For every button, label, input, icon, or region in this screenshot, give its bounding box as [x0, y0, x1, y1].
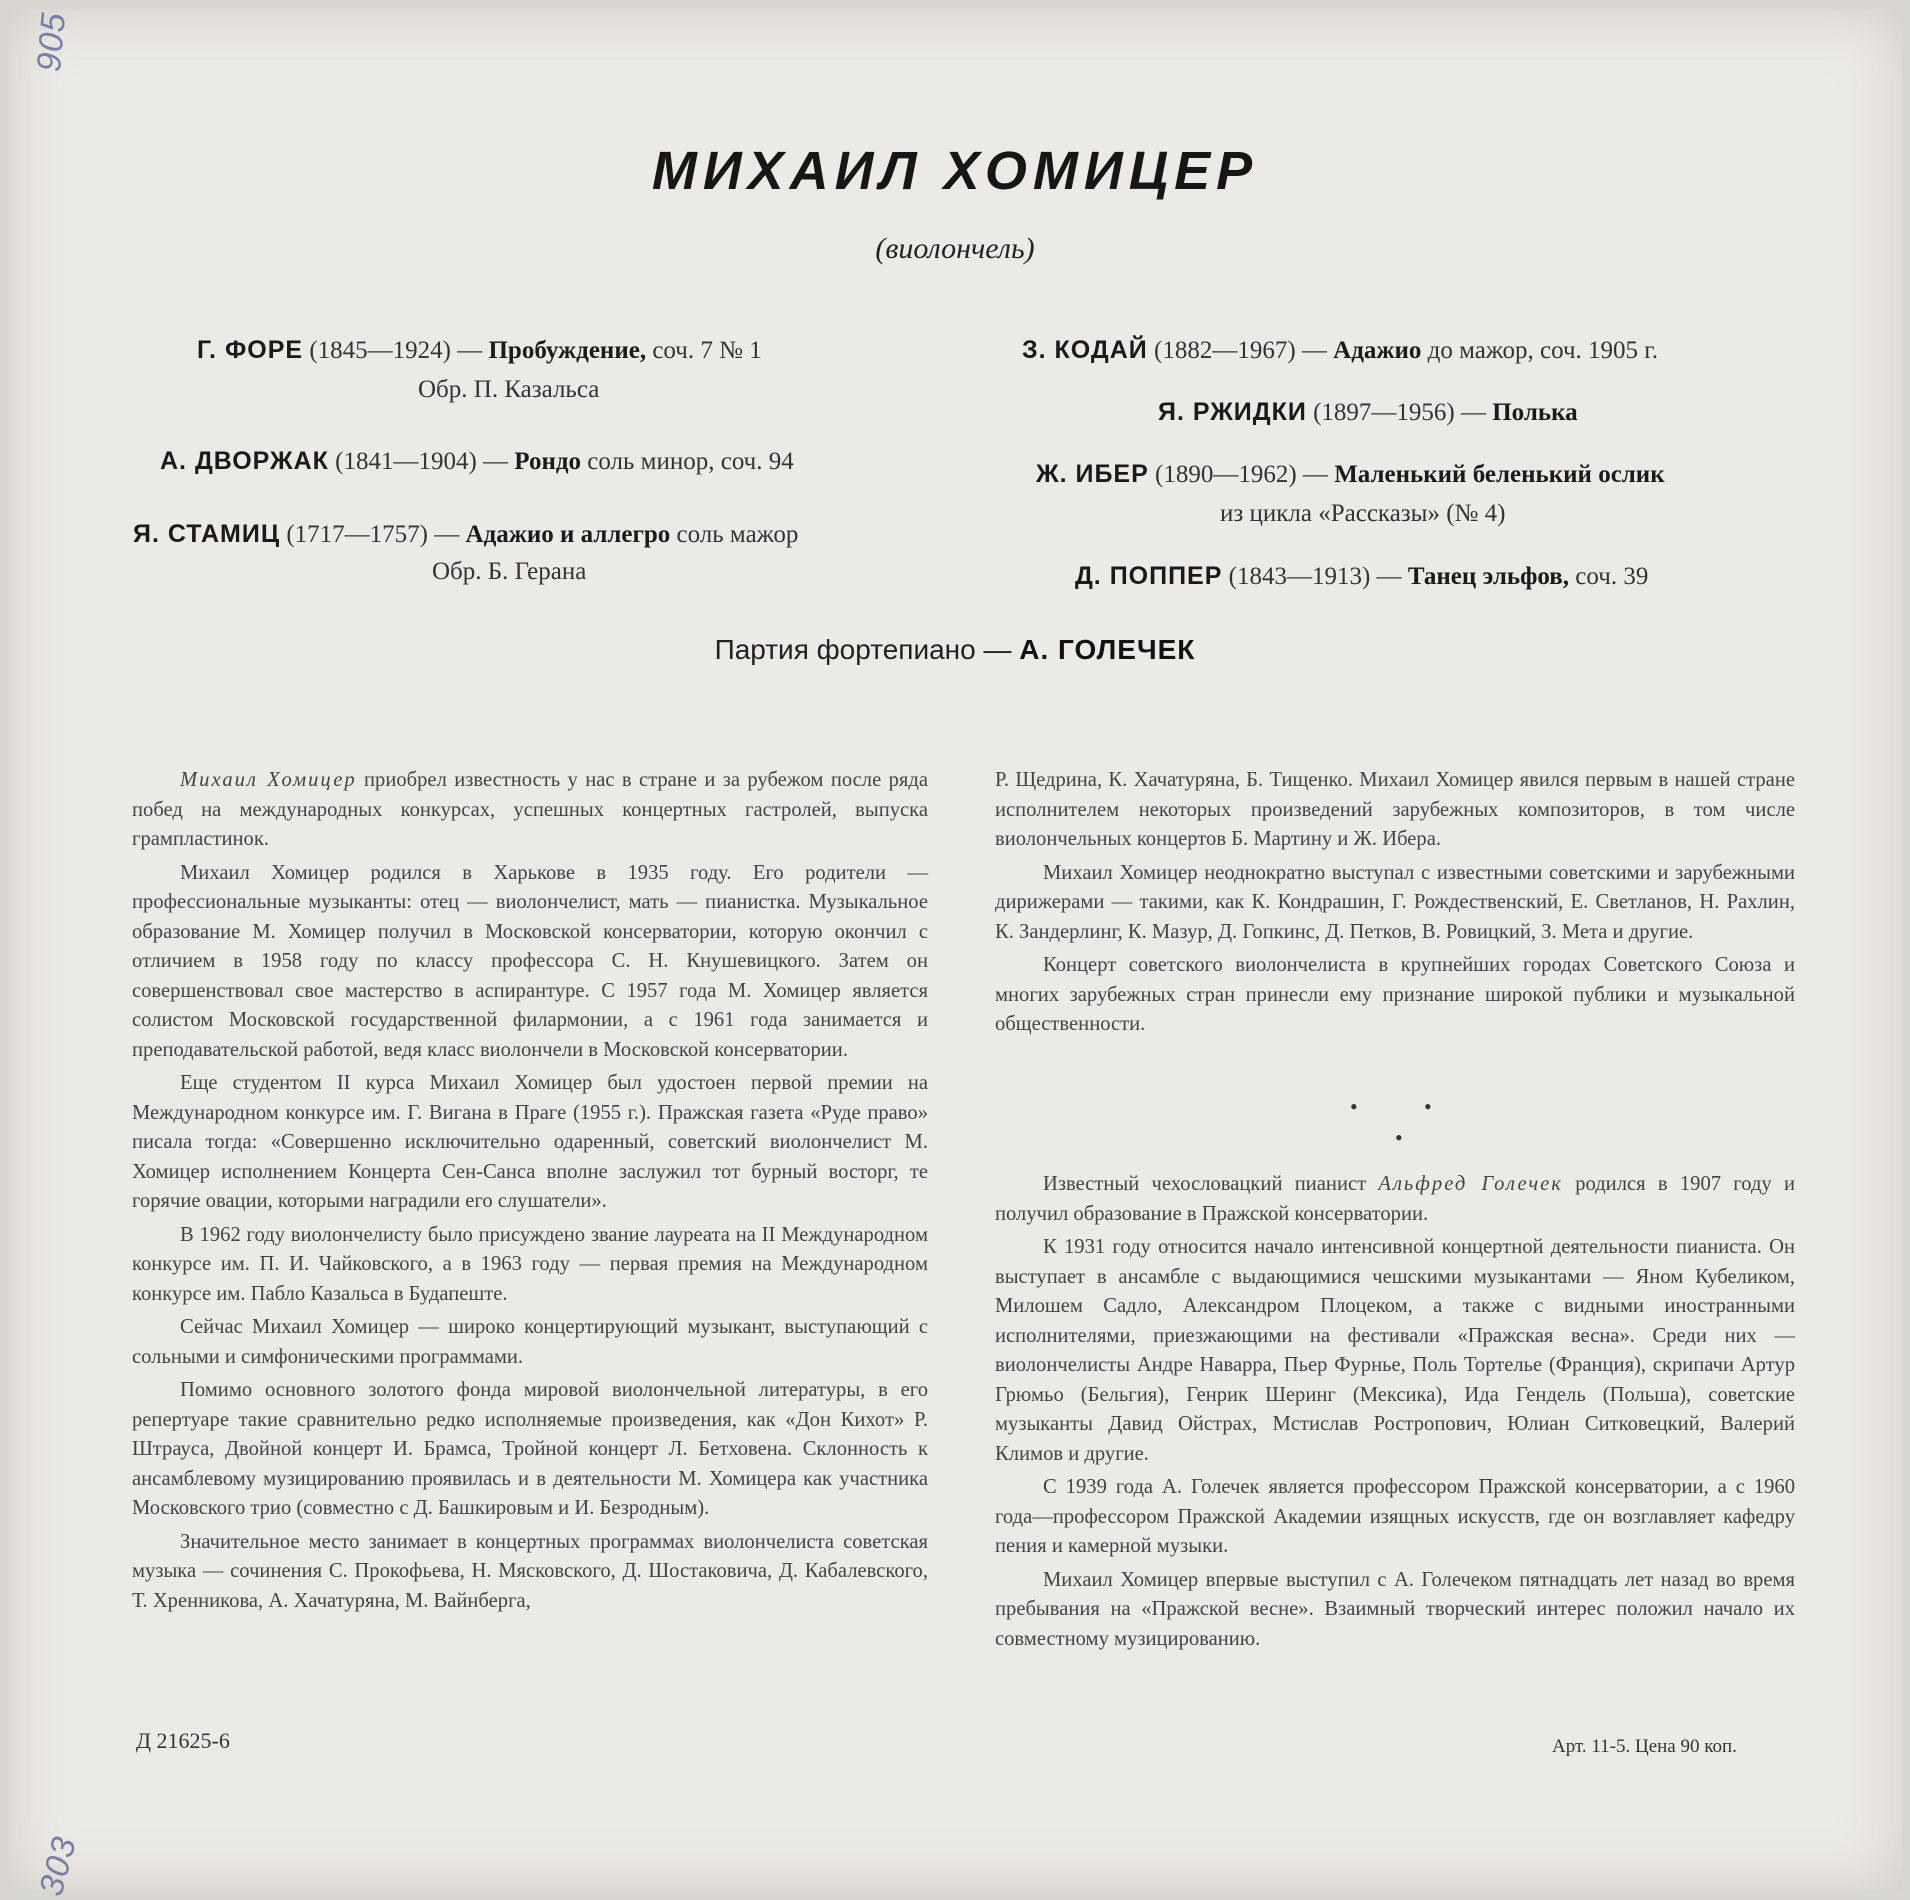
- bio-paragraph: Концерт советского виолончелиста в крупнейших городах Советского Союза и многих зарубежных стран принесли ему признание широкой публики и музыкальной общественности.: [995, 954, 1795, 1035]
- work-detail: соль минор, соч. 94: [581, 448, 794, 475]
- arrangement-note: Обр. П. Казальса: [418, 376, 600, 403]
- bio-paragraph: К 1931 году относится начало интенсивной концертной деятельности пианиста. Он выступает в ансамбле с выдающимися чешскими музыкантами — Яном Кубеликом, Милошем Садло, Александром Плоцеком, а также с видными иностранными исполнителями, приезжающими на фестивали «Пражская весна». Среди них — виолончелисты Андре Наварра, Пьер Фурнье, Поль Тортелье (Франция), скрипачи Артур Грюмьо (Бельгия), Генрик Шеринг (Мексика), Ида Гендель (Польша), советские музыканты Давид Ойстрах, Мстислав Ростропович, Юлиан Ситковецкий, Валерий Климов и другие.: [995, 1236, 1795, 1465]
- separator-dot: •: [1350, 1094, 1358, 1119]
- paragraph-text: родился в 1907 году и получил образование в Пражской консерватории.: [995, 1173, 1796, 1225]
- work-title: Полька: [1492, 399, 1578, 426]
- bio-paragraph: Помимо основного золотого фонда мировой виолончельной литературы, в его репертуаре такие сравнительно редко исполняемые произведения, как «Дон Кихот» Р. Штрауса, Двойной концерт И. Брамса, Тройной концерт Л. Бетховена. Склонность к ансамблевому музицированию проявилась и в деятельности М. Хомицера как участника Московского трио (совместно с Д. Башкировым и И. Безродным).: [132, 1379, 928, 1519]
- program-item: [133, 520, 798, 549]
- composer-years: (1845—1924) —: [303, 337, 489, 364]
- album-subtitle: (виолончель): [875, 232, 1035, 265]
- bio-paragraph: [132, 766, 928, 855]
- pianist-name-italic: Альфред Голечек: [1378, 1173, 1563, 1195]
- composer-name: Я. СТАМИЦ: [133, 520, 281, 548]
- work-title: Рондо: [514, 448, 581, 475]
- bio-paragraph: Сейчас Михаил Хомицер — широко концертирующий музыкант, выступающий с сольными и симфоническими программами.: [132, 1316, 928, 1368]
- composer-years: (1897—1956) —: [1306, 399, 1493, 426]
- program-item: [160, 447, 794, 476]
- program-item: [1022, 336, 1658, 365]
- bio-paragraph: В 1962 году виолончелисту было присуждено звание лауреата на II Международном конкурсе им. П. И. Чайковского, а в 1963 году — первая премия на Международном конкурсе им. Пабло Казальса в Будапеште.: [132, 1223, 928, 1305]
- composer-name: Д. ПОППЕР: [1075, 562, 1223, 590]
- composer-years: (1882—1967) —: [1147, 337, 1334, 364]
- composer-years: (1843—1913) —: [1222, 563, 1408, 590]
- piano-label: Партия фортепиано —: [714, 634, 1020, 665]
- program-item: [197, 336, 762, 365]
- pencil-mark-top: 905: [30, 10, 74, 74]
- composer-years: (1717—1757) —: [280, 521, 466, 548]
- work-title: Маленький беленький ослик: [1334, 461, 1665, 488]
- work-detail: до мажор, соч. 1905 г.: [1421, 337, 1658, 364]
- work-detail: соль мажор: [670, 521, 799, 548]
- bio-column-left: [132, 766, 928, 1620]
- separator-dot: •: [1424, 1094, 1432, 1119]
- album-title: МИХАИЛ ХОМИЦЕР: [651, 141, 1259, 201]
- work-title: Адажио: [1333, 337, 1422, 364]
- pencil-mark-bottom: 303: [32, 1832, 85, 1900]
- work-title: Адажио и аллегро: [465, 521, 671, 548]
- work-detail: соч. 7 № 1: [646, 337, 762, 364]
- work-title: Танец эльфов,: [1407, 563, 1570, 590]
- bio-paragraph: Михаил Хомицер родился в Харькове в 1935 году. Его родители — профессиональные музыканты: отец — виолончелист, мать — пианистка. Музыкальное образование М. Хомицер получил в Московской консерватории, которую окончил с отличием в 1958 году по классу профессора С. Н. Кнушевицкого. Затем он совершенствовал свое мастерство в аспирантуре. С 1957 года М. Хомицер является солистом Московской государственной филармонии, а с 1961 года занимается и преподавательской работой, ведя класс виолончели в Московской консерватории.: [132, 861, 928, 1061]
- bio-paragraph: Михаил Хомицер впервые выступил с А. Голечеком пятнадцать лет назад во время пребывания на «Пражской весне». Взаимный творческий интерес положил начало их совместному музицированию.: [995, 1568, 1795, 1650]
- composer-name: Г. ФОРЕ: [197, 336, 304, 364]
- bio-paragraph: Р. Щедрина, К. Хачатуряна, Б. Тищенко. Михаил Хомицер явился первым в нашей стране исполнителем некоторых произведений зарубежных композиторов, в том числе виолончельных концертов Б. Мартину и Ж. Ибера.: [995, 769, 1795, 850]
- piano-credit: [0, 634, 1910, 666]
- composer-name: Я. РЖИДКИ: [1158, 398, 1307, 426]
- bio-paragraph: Михаил Хомицер неоднократно выступал с известными советскими и зарубежными дирижерами — такими, как К. Кондрашин, Г. Рождественский, Е. Светланов, Н. Рахлин, К. Зандерлинг, К. Мазур, Д. Гопкинс, Д. Петков, В. Ровицкий, З. Мета и другие.: [995, 861, 1795, 943]
- bio-column-right-lower: [995, 1170, 1795, 1658]
- separator-dot: •: [1395, 1125, 1403, 1150]
- program-item: [1158, 398, 1578, 427]
- composer-years: (1841—1904) —: [328, 448, 515, 475]
- arrangement-note: Обр. Б. Герана: [432, 558, 587, 585]
- composer-name: Ж. ИБЕР: [1036, 460, 1149, 488]
- work-title: Пробуждение,: [488, 337, 647, 364]
- composer-years: (1890—1962) —: [1148, 461, 1335, 488]
- program-item: [1036, 460, 1665, 489]
- price-label: Арт. 11-5. Цена 90 коп.: [1552, 1736, 1737, 1757]
- work-detail: соч. 39: [1569, 563, 1649, 590]
- bio-column-right: [995, 766, 1795, 1044]
- composer-name: А. ДВОРЖАК: [160, 447, 329, 475]
- program-item: [1075, 562, 1648, 591]
- arrangement-note: из цикла «Рассказы» (№ 4): [1220, 500, 1506, 527]
- pianist-name: А. ГОЛЕЧЕК: [1019, 634, 1196, 665]
- artist-name-italic: Михаил Хомицер: [180, 769, 357, 791]
- composer-name: З. КОДАЙ: [1022, 336, 1148, 364]
- paragraph-text: приобрел известность у нас в стране и за рубежом после ряда побед на международных конкурсах, успешных концертных гастролей, выпуска грампластинок.: [132, 769, 928, 850]
- bio-paragraph: С 1939 года А. Голечек является профессором Пражской консерватории, а с 1960 года—профессором Пражской Академии изящных искусств, где он возглавляет кафедру пения и камерной музыки.: [995, 1476, 1795, 1557]
- bio-paragraph: Значительное место занимает в концертных программах виолончелиста советская музыка — сочинения С. Прокофьева, Н. Мясковского, Д. Шостаковича, Д. Кабалевского, Т. Хренникова, А. Хачатуряна, М. Вайнберга,: [132, 1530, 928, 1612]
- catalog-number: Д 21625-6: [136, 1728, 230, 1753]
- bio-paragraph: [995, 1170, 1795, 1229]
- bio-paragraph: Еще студентом II курса Михаил Хомицер был удостоен первой премии на Международном конкурсе им. Г. Вигана в Праге (1955 г.). Пражская газета «Руде право» писала тогда: «Совершенно исключительно одаренный, советский виолончелист М. Хомицер исполнением Концерта Сен-Санса вполне заслужил тот бурный восторг, те горячие овации, которыми наградили его слушатели».: [132, 1072, 928, 1212]
- paragraph-text: Известный чехословацкий пианист: [1043, 1173, 1379, 1195]
